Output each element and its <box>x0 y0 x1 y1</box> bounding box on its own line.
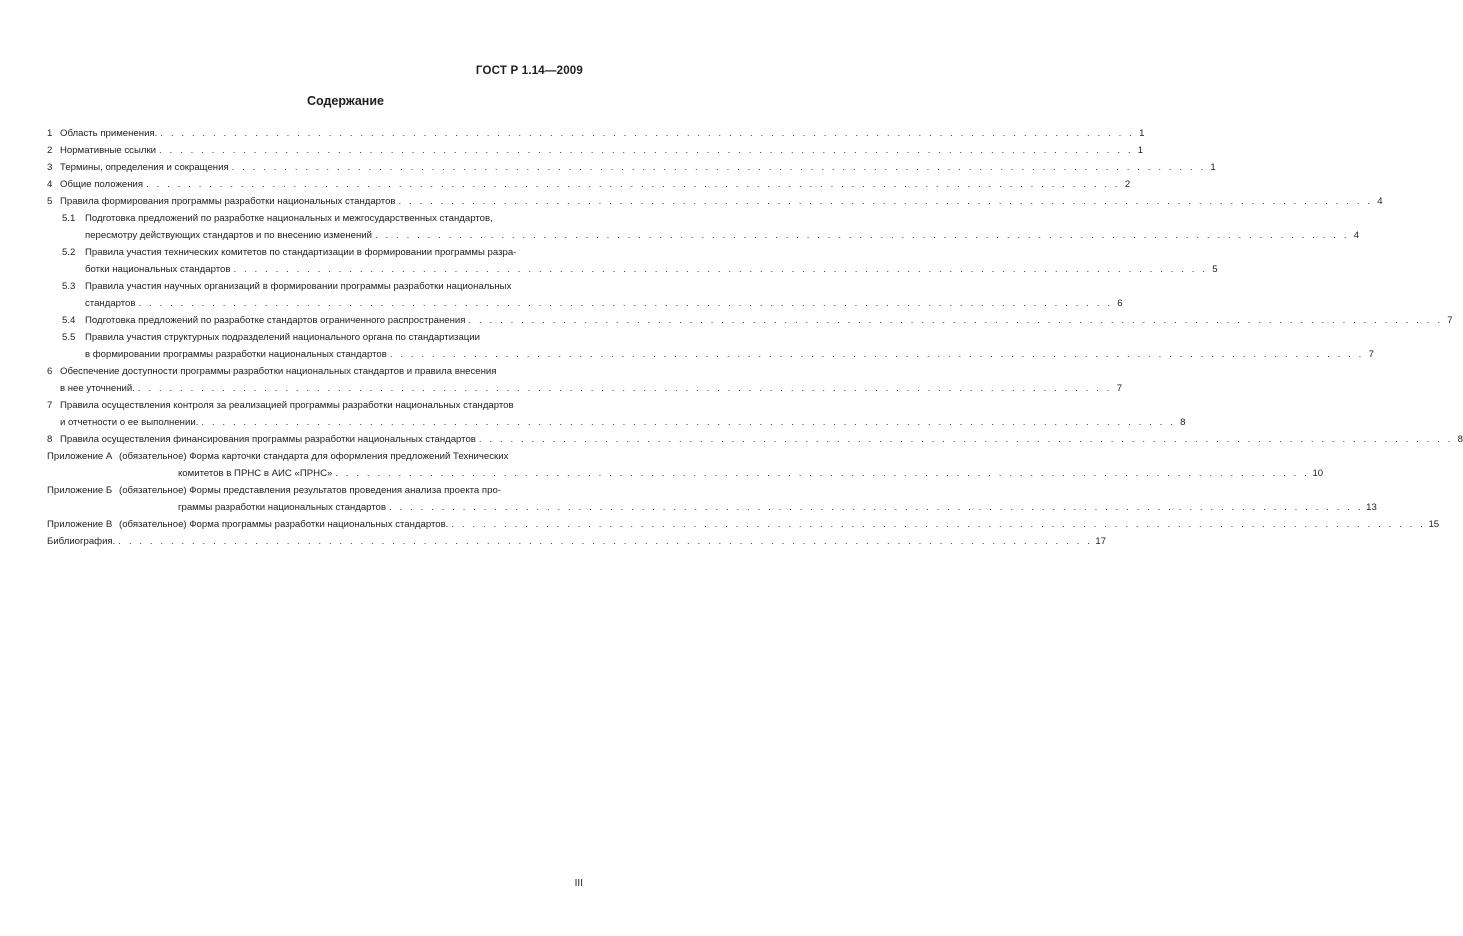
toc-entry-page: 7 <box>1447 315 1453 326</box>
toc-entry-text: Библиография. <box>47 536 116 547</box>
toc-entry-appendix-b[interactable] <box>47 482 1377 516</box>
leader-dots <box>146 176 1120 193</box>
toc-entry-number: 6 <box>47 366 53 377</box>
toc-entry-page: 1 <box>1210 162 1216 173</box>
toc-entry-text: Нормативные ссылки <box>60 145 157 156</box>
toc-entry-5-1[interactable] <box>47 210 1360 244</box>
leader-dots <box>118 533 1092 550</box>
toc-entry-text: и отчетности о ее выполнении. <box>60 417 199 428</box>
toc-entry-5-4[interactable] <box>47 312 1453 329</box>
leader-dots <box>469 312 1443 329</box>
toc-entry-text: в нее уточнений. <box>60 383 135 394</box>
toc-entry-page: 7 <box>1116 383 1123 394</box>
leader-dots <box>232 159 1206 176</box>
leader-dots <box>451 516 1425 533</box>
toc-entry-number: 4 <box>47 179 53 190</box>
leader-dots <box>399 193 1373 210</box>
toc-entry-2[interactable] <box>47 142 1144 159</box>
toc-entry-appendix-v[interactable] <box>47 516 1440 533</box>
toc-entry-appendix-a[interactable] <box>47 448 1324 482</box>
toc-entry-text: Правила формирования программы разработки национальных стандартов <box>60 196 396 207</box>
toc-entry-number: 7 <box>47 400 53 411</box>
toc-entry-number: Приложение Б <box>47 485 113 496</box>
toc-entry-text: Область применения. <box>60 128 158 139</box>
toc-entry-page: 1 <box>1137 145 1144 156</box>
toc-entry-number: Приложение В <box>47 519 113 530</box>
toc-entry-number: Приложение А <box>47 451 113 462</box>
toc-entry-1[interactable] <box>47 125 1145 142</box>
leader-dots <box>389 499 1363 516</box>
toc-entry-text: (обязательное) Форма карточки стандарта для оформления предложений Технических <box>119 451 509 462</box>
toc-entry-page: 15 <box>1428 519 1440 530</box>
toc-entry-number: 8 <box>47 434 53 445</box>
toc-entry-text: Правила осуществления финансирования программы разработки национальных стандартов <box>60 434 476 445</box>
toc-entry-number: 5 <box>47 196 53 207</box>
toc-entry-page: 2 <box>1124 179 1131 190</box>
toc-entry-5-3[interactable] <box>47 278 1123 312</box>
toc-entry-text: (обязательное) Формы представления результатов проведения анализа проекта про- <box>119 485 501 496</box>
toc-entry-text: комитетов в ПРНС в АИС «ПРНС» <box>178 468 333 479</box>
leader-dots <box>139 295 1113 312</box>
toc-entry-text: Правила участия научных организаций в формировании программы разработки национальных <box>85 281 512 292</box>
toc-entry-number: 2 <box>47 145 53 156</box>
toc-entry-text: Подготовка предложений по разработке стандартов ограниченного распространения <box>85 315 466 326</box>
leader-dots <box>138 380 1112 397</box>
toc-entry-8[interactable] <box>47 431 1463 448</box>
toc-entry-5-5[interactable] <box>47 329 1374 363</box>
toc-entry-4[interactable] <box>47 176 1131 193</box>
toc-entry-page: 5 <box>1212 264 1218 275</box>
toc-entry-text: Термины, определения и сокращения <box>60 162 229 173</box>
toc-entry-number: 5.4 <box>62 315 76 326</box>
toc-entry-text: в формировании программы разработки национальных стандартов <box>85 349 387 360</box>
leader-dots <box>160 125 1134 142</box>
leader-dots <box>390 346 1364 363</box>
leader-dots <box>375 227 1349 244</box>
toc-entry-number: 5.2 <box>62 247 76 258</box>
toc-entry-text: ботки национальных стандартов <box>85 264 231 275</box>
toc-entry-page: 17 <box>1095 536 1107 547</box>
toc-entry-page: 7 <box>1368 349 1374 360</box>
page-number: III <box>574 878 583 889</box>
leader-dots <box>233 261 1207 278</box>
toc-entry-page: 10 <box>1312 468 1324 479</box>
toc-entry-text: Правила участия структурных подразделений национального органа по стандартизации <box>85 332 481 343</box>
document-code: ГОСТ Р 1.14—2009 <box>475 65 583 77</box>
toc-entry-text: пересмотру действующих стандартов и по внесению изменений <box>85 230 372 241</box>
toc-entry-page: 1 <box>1139 128 1145 139</box>
toc-entry-page: 6 <box>1117 298 1123 309</box>
toc-entry-page: 4 <box>1377 196 1383 207</box>
leader-dots <box>159 142 1133 159</box>
toc-entry-bibliography[interactable] <box>47 533 1107 550</box>
leader-dots <box>201 414 1175 431</box>
toc-entry-text: Общие положения <box>60 179 144 190</box>
toc-entry-3[interactable] <box>47 159 1216 176</box>
toc-entry-page: 4 <box>1353 230 1360 241</box>
toc-entry-text: (обязательное) Форма программы разработки национальных стандартов. <box>119 519 449 530</box>
toc-entry-page: 8 <box>1457 434 1463 445</box>
toc-entry-page: 8 <box>1180 417 1186 428</box>
toc-entry-number: 5.1 <box>62 213 76 224</box>
toc-entry-text: стандартов <box>85 298 136 309</box>
toc-title: Содержание <box>306 94 384 108</box>
toc-entry-text: Правила участия технических комитетов по стандартизации в формировании программы разра- <box>85 247 517 258</box>
toc-entry-6[interactable] <box>47 363 1123 397</box>
toc-entry-text: Обеспечение доступности программы разработки национальных стандартов и правила внесения <box>60 366 497 377</box>
toc-entry-text: Правила осуществления контроля за реализацией программы разработки национальных стандартов <box>60 400 514 411</box>
toc-entry-page: 13 <box>1366 502 1377 513</box>
toc-entry-number: 5.5 <box>62 332 76 343</box>
toc-entry-5[interactable] <box>47 193 1383 210</box>
toc-entry-number: 5.3 <box>62 281 76 292</box>
leader-dots <box>335 465 1309 482</box>
toc-entry-number: 3 <box>47 162 53 173</box>
toc-entry-text: граммы разработки национальных стандартов <box>178 502 386 513</box>
toc-entry-7[interactable] <box>47 397 1186 431</box>
toc-entry-5-2[interactable] <box>47 244 1218 278</box>
leader-dots <box>479 431 1453 448</box>
table-of-contents <box>47 125 1463 550</box>
toc-entry-number: 1 <box>47 128 53 139</box>
toc-entry-text: Подготовка предложений по разработке национальных и межгосударственных стандартов, <box>85 213 493 224</box>
